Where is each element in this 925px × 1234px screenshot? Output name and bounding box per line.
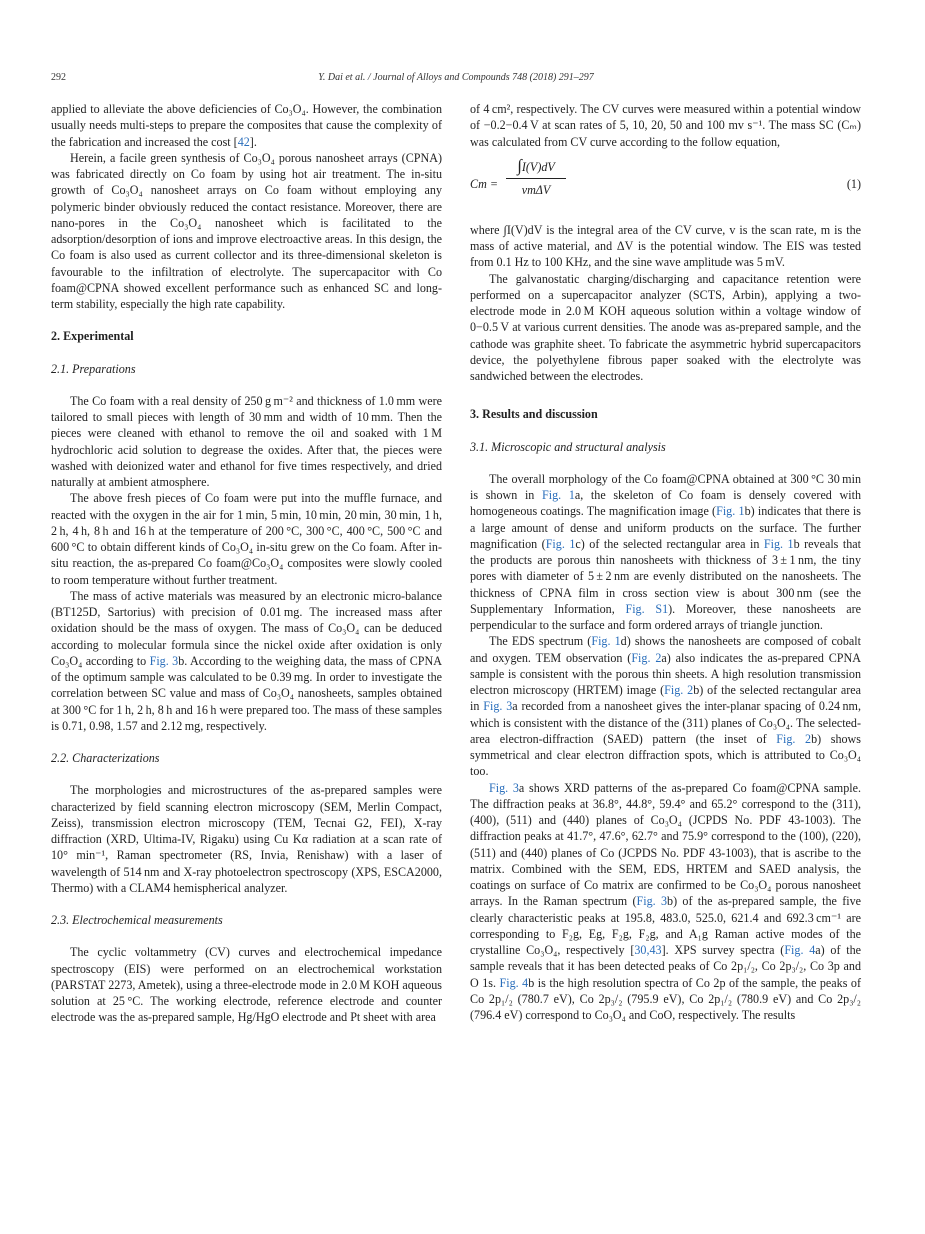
- paragraph: of 4 cm², respectively. The CV curves were measured within a potential window of −0.2−0.4 V at scan rates of 5, 10, 20, 50 and 100 mv s⁻¹. The mass SC (Cₘ) was calculated from CV curve according to the follow equation,: [470, 102, 861, 149]
- equation-number: (1): [846, 176, 861, 191]
- figure-link[interactable]: Fig. S1: [625, 601, 669, 616]
- equation-fraction: [506, 156, 566, 199]
- text: The EDS spectrum (: [489, 634, 592, 649]
- figure-link[interactable]: Fig. 1: [545, 536, 576, 551]
- text: a) of the sample reveals that it has been detected peaks of Co 2p₁/₂, Co 2p₃/₂, Co 3p and O 1s.: [470, 943, 861, 990]
- numerator-text: I(V)dV: [521, 159, 555, 174]
- paragraph: The Co foam with a real density of 250 g m⁻² and thickness of 1.0 mm were tailored to small pieces with length of 30 mm and width of 10 mm. Then the pieces were cleaned with ethanol to remove the oil and soaked with 1 M hydrochloric acid solution to degrease the oxides. After that, the pieces were washed with deionized water and ethanol for five times respectively, and dried naturally at ambient atmosphere.: [51, 393, 442, 489]
- text: b reveals that the products are porous thin nanosheets with thickness of 3 ± 1 nm, the tiny pores with diameter of 5 ± 2 nm are evenly distributed on the nanosheets. The thickness of CPNA film in cross section view is about 300 nm (see the Supplementary Information,: [470, 536, 862, 616]
- right-column: [470, 101, 861, 1023]
- paragraph: The cyclic voltammetry (CV) curves and electrochemical impedance spectroscopy (EIS) were performed on an electrochemical workstation (PARSTAT 2273, Ametek), using a three-electrode mode in 2.0 M KOH aqueous solution at 25 °C. The working electrode, reference electrode and counter electrode was the as-prepared sample, Hg/HgO electrode and Pt sheet with area: [51, 945, 442, 1025]
- figure-link[interactable]: Fig. 3: [489, 780, 519, 795]
- text: a shows XRD patterns of the as-prepared Co foam@CPNA sample. The diffraction peaks at 36.8°, 44.8°, 59.4° and 65.2° correspond to the (311), (400), (511) and (440) planes of Co₃O₄ (JCPDS No. PDF 43-1003). The diffraction peaks at 41.7°, 47.6°, 62.7° and 75.9° correspond to the (100), (220), (511) and (440) planes of Co (JCPDS No. PDF 43-1003), that is ascribe to the matrix. Combined with the SEM, EDS, HRTEM and SAED analysis, the coatings on surface of Co matrix are confirmed to be Co₃O₄ porous nanosheet arrays. In the Raman spectrum (: [470, 780, 861, 909]
- text: The overall morphology of the Co foam@CPNA obtained at 300 °C 30 min is shown in: [470, 471, 861, 502]
- subsection-heading: 2.2. Characterizations: [51, 751, 160, 765]
- text: c) of the selected rectangular area in: [575, 536, 764, 551]
- text: d) shows the nanosheets are composed of cobalt and oxygen. TEM observation (: [470, 634, 861, 665]
- figure-link[interactable]: Fig. 3: [149, 653, 179, 668]
- figure-link[interactable]: Fig. 4: [784, 943, 816, 957]
- text: ].: [249, 134, 257, 149]
- page-number: 292: [51, 72, 66, 83]
- text: b) indicates that there is a large amount of dense and uniform products on the surface. The further magnification (: [470, 504, 861, 551]
- text: a) also indicates the as-prepared CPNA sample is consistent with the porous thin sheets. A high resolution transmission electron microscopy (HRTEM) image (: [470, 650, 861, 697]
- figure-link[interactable]: Fig. 2: [664, 683, 694, 697]
- equation-denominator: vmΔV: [521, 183, 551, 197]
- section-heading: 2. Experimental: [51, 329, 134, 344]
- equation-lhs: Cm =: [470, 176, 498, 191]
- reference-link[interactable]: 42: [237, 134, 250, 149]
- paragraph: The morphologies and microstructures of the as-prepared samples were characterized by field scanning electron microscopy (SEM, Merlin Compact, Zeiss), transmission electron microscopy (TEM, Tecnai G2, FEI), X-ray diffraction (XRD, Ultima-IV, Rigaku) using Cu Kα radiation at a scan rate of 10° min⁻¹, Raman spectrometer (RS, Invia, Renishaw) with a laser of wavelength of 514 nm and X-ray photoelectron spectroscopy (XPS, ESCA2000, Thermo) with a CLAM4 hemispherical analyzer.: [51, 783, 442, 895]
- paragraph: [470, 780, 861, 1024]
- paragraph: The galvanostatic charging/discharging and capacitance retention were performed on a supercapacitor analyzer (SCTS, Arbin), applying a two-electrode mode in 2.0 M KOH aqueous solution within a voltage window of 0−0.5 V at various current densities. The anode was as-prepared sample, and the cathode was graphite sheet. To fabricate the asymmetric hybrid supercapacitors device, the polyethylene fibrous paper soaked with the electrolyte was sandwiched between the electrodes.: [470, 271, 861, 383]
- text: applied to alleviate the above deficiencies of Co₃O₄. However, the combination usually needs multi-steps to prepare the composites that cause the complexity of the fabrication and increased the cost [: [51, 102, 442, 149]
- section-heading: 3. Results and discussion: [470, 407, 598, 422]
- text: The mass of active materials was measured by an electronic micro-balance (BT125D, Sartorius) with precision of 0.01 mg. The increased mass after oxidation should be the mass of oxygen. The mass of Co₃O₄ can be deduced according to molecular formula since the nickel oxide after oxidation is only Co₃O₄ according to: [51, 588, 442, 668]
- reference-link[interactable]: 30,43: [634, 943, 662, 957]
- subsection-heading: 2.1. Preparations: [51, 361, 136, 376]
- text: b is the high resolution spectra of Co 2p of the sample, the peaks of Co 2p₁/₂ (780.7 eV), Co 2p₃/₂ (795.9 eV), Co 2p₁/₂ (780.9 eV) and Co 2p₃/₂ (796.4 eV) correspond to Co₃O₄ and CoO, respectively. The results: [470, 975, 861, 1022]
- figure-link[interactable]: Fig. 1: [763, 536, 794, 551]
- paragraph: [51, 101, 442, 150]
- figure-link[interactable]: Fig. 3: [636, 894, 668, 909]
- journal-citation: Y. Dai et al. / Journal of Alloys and Compounds 748 (2018) 291–297: [318, 72, 594, 83]
- paragraph: [470, 633, 861, 779]
- subsection-heading: 2.3. Electrochemical measurements: [51, 913, 223, 927]
- paragraph: The above fresh pieces of Co foam were put into the muffle furnace, and reacted with the oxygen in the air for 1 min, 5 min, 10 min, 20 min, 30 min, 1 h, 2 h, 4 h, 8 h and 16 h at the temperature of 200 °C, 300 °C, 400 °C, 500 °C and 600 °C to obtain different kinds of Co₃O₄ in-situ grew on the Co foam. After in-situ reaction, the as-prepared Co foam@Co₃O₄ composites were slowly cooled to room temperature without further treatment.: [51, 491, 442, 587]
- figure-link[interactable]: Fig. 2: [631, 650, 662, 665]
- text: b) of the as-prepared sample, the five clearly characteristic peaks at 195.8, 483.0, 525.0, 621.4 and 692.3 cm⁻¹ are corresponding to F₂g, Eg, F₂g, F₂g, and A₁g Raman active modes of the crystalline Co₃O₄, respectively [: [470, 894, 861, 957]
- text: a, the skeleton of Co foam is densely covered with homogeneous coatings. The magnification image (: [470, 488, 862, 519]
- paragraph: [470, 471, 861, 634]
- text: b. According to the weighing data, the mass of CPNA of the optimum sample was calculated to be 0.39 mg. In order to investigate the correlation between SC value and mass of Co₃O₄ nanosheets, samples obtained at 300 °C for 1 h, 2 h, 8 h and 16 h were prepared too. The mass of these samples is 0.71, 0.98, 1.57 and 2.12 mg, respectively.: [51, 653, 443, 733]
- text: a recorded from a nanosheet gives the inter-planar spacing of 0.24 nm, which is consistent with the distance of the (311) planes of Co₃O₄. The selected-area electron-diffraction (SAED) pattern (the inset of: [470, 699, 861, 746]
- integral-sign: ∫: [517, 155, 522, 175]
- equation-1: [470, 154, 861, 216]
- text: ). Moreover, these nanosheets are perpendicular to the surface and form ordered arrays of triangle junction.: [470, 601, 862, 632]
- figure-link[interactable]: Fig. 4: [499, 975, 529, 990]
- figure-link[interactable]: Fig. 1: [591, 634, 621, 649]
- figure-link[interactable]: Fig. 2: [776, 731, 812, 746]
- text: ]. XPS survey spectra (: [661, 943, 785, 957]
- figure-link[interactable]: Fig. 1: [716, 504, 745, 519]
- figure-link[interactable]: Fig. 1: [542, 488, 575, 502]
- paragraph: Herein, a facile green synthesis of Co₃O₄ porous nanosheet arrays (CPNA) was fabricated directly on Co foam by using hot air treatment. The in-situ growth of Co₃O₄ nanosheet arrays on Co foam without employing any polymeric binder obviously reduced the contact resistance. Moreover, there are nano-pores in the Co₃O₄ nanosheet which is facilitated to the adsorption/desorption of ions and improve electroactive areas. In this design, the Co foam is also used as current collector and its three-dimensional skeleton is favourable to the infiltration of electrolyte. The supercapacitor with Co foam@CPNA showed excellent performance such as enhanced SC and long-term stability, especially the high rate capability.: [51, 150, 442, 311]
- text: b) shows symmetrical and clear electron diffraction spots, which is attributed to Co₃O₄ too.: [470, 731, 862, 779]
- left-column: [51, 101, 442, 1026]
- figure-link[interactable]: Fig. 3: [483, 699, 513, 714]
- subsection-heading: 3.1. Microscopic and structural analysis: [470, 439, 666, 454]
- paragraph: where ∫I(V)dV is the integral area of the CV curve, v is the scan rate, m is the mass of active material, and ΔV is the potential window. The EIS was tested from 0.1 Hz to 100 KHz, and the sine wave amplitude was 5 mV.: [470, 222, 861, 270]
- equation-numerator: [506, 156, 566, 179]
- text: b) of the selected rectangular area in: [470, 683, 861, 714]
- running-header: [51, 72, 861, 88]
- paragraph: [51, 588, 442, 734]
